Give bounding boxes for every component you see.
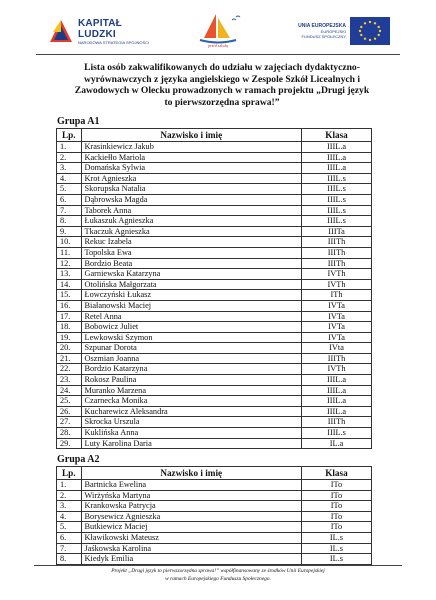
cell-lp: 15. (57, 290, 82, 301)
footer-divider (34, 565, 402, 566)
cell-klasa: IVTa (302, 300, 372, 311)
cell-klasa: IIIL.s (302, 173, 372, 184)
table-row (57, 396, 372, 407)
cell-lp: 29. (57, 438, 82, 449)
eu-logo (278, 16, 392, 46)
table-row (57, 375, 372, 386)
column-header-lp: Lp. (57, 467, 82, 480)
eu-logo-line3: FUNDUSZ SPOŁECZNY (301, 34, 346, 39)
cell-klasa: IVTh (302, 269, 372, 280)
cell-lp: 28. (57, 428, 82, 439)
cell-name: Bordzio Katarzyna (81, 364, 302, 375)
title-line: Zawodowych w Olecku prowadzonych w ramach projektu „Drugi język (74, 85, 370, 96)
cell-klasa: IIIL.a (302, 142, 372, 153)
eu-flag-icon (350, 17, 390, 45)
cell-name: Dąbrowska Magda (81, 194, 302, 205)
table-row (57, 269, 372, 280)
cell-klasa: IIITh (302, 353, 372, 364)
cell-lp: 8. (57, 554, 82, 565)
cell-lp: 1. (57, 480, 82, 491)
table-header-row (57, 129, 372, 142)
column-header-klasa: Klasa (301, 467, 371, 480)
table-row (57, 226, 372, 237)
cell-lp: 2. (57, 152, 82, 163)
cell-klasa: IIITh (302, 237, 372, 248)
cell-name: Łowczyński Łukasz (81, 290, 302, 301)
table-header-row (57, 467, 372, 480)
cell-name: Oszmian Joanna (81, 353, 302, 364)
cell-lp: 8. (57, 216, 82, 227)
cell-lp: 10. (57, 237, 82, 248)
cell-lp: 16. (57, 300, 82, 311)
table-row (57, 522, 372, 533)
cell-lp: 22. (57, 364, 82, 375)
cell-name: Jaśkowska Karolina (81, 543, 301, 554)
table-row (57, 532, 372, 543)
footer (40, 568, 396, 583)
cell-lp: 5. (57, 184, 82, 195)
cell-name: Kławikowski Mateusz (81, 532, 301, 543)
table-row (57, 205, 372, 216)
kapital-ludzki-logo (48, 18, 160, 44)
table-row (57, 554, 372, 565)
cell-lp: 18. (57, 322, 82, 333)
column-header-name: Nazwisko i imię (81, 467, 301, 480)
cell-name: Tkaczuk Agnieszka (81, 226, 302, 237)
cell-name: Kiedyk Emilia (81, 554, 301, 565)
cell-klasa: IVTa (302, 311, 372, 322)
cell-lp: 4. (57, 173, 82, 184)
cell-name: Krasinkiewicz Jakub (81, 142, 302, 153)
cell-name: Wirżyńska Martyna (81, 490, 301, 501)
table-row (57, 511, 372, 522)
cell-name: Luty Karolina Daria (81, 438, 302, 449)
group-a2-table (56, 466, 372, 565)
footer-line2: w ramach Europejskiego Funduszu Społecznego. (165, 575, 271, 582)
cell-name: Skrocka Urszula (81, 417, 302, 428)
cell-lp: 2. (57, 490, 82, 501)
column-header-name: Nazwisko i imię (81, 129, 302, 142)
cell-klasa: IIIL.a (302, 163, 372, 174)
cell-lp: 23. (57, 375, 82, 386)
table-row (57, 173, 372, 184)
table-row (57, 438, 372, 449)
cell-lp: 27. (57, 417, 82, 428)
table-row (57, 501, 372, 512)
cell-klasa: IIITh (302, 247, 372, 258)
cell-klasa: IIIL.a (302, 406, 372, 417)
cell-name: Białanowski Maciej (81, 300, 302, 311)
cell-name: Garniewska Katarzyna (81, 269, 302, 280)
cell-lp: 7. (57, 543, 82, 554)
table-row (57, 184, 372, 195)
cell-lp: 14. (57, 279, 82, 290)
cell-name: Szpunar Dorota (81, 343, 302, 354)
table-row (57, 216, 372, 227)
cell-lp: 6. (57, 194, 82, 205)
cell-lp: 7. (57, 205, 82, 216)
table-row (57, 142, 372, 153)
table-row (57, 300, 372, 311)
table-row (57, 237, 372, 248)
cell-klasa: IIIL.s (302, 205, 372, 216)
column-header-lp: Lp. (57, 129, 82, 142)
cell-name: Domańska Sylwia (81, 163, 302, 174)
cell-klasa: IIIL.s (302, 194, 372, 205)
cell-name: Bordzio Beata (81, 258, 302, 269)
cell-lp: 1. (57, 142, 82, 153)
cell-klasa: IIITh (302, 258, 372, 269)
document-title (52, 62, 392, 108)
left-logo-title: KAPITAŁ LUDZKI (78, 17, 122, 40)
cell-name: Krot Agnieszka (81, 173, 302, 184)
table-row (57, 258, 372, 269)
cell-klasa: IIIL.a (302, 375, 372, 386)
cell-lp: 25. (57, 396, 82, 407)
column-header-klasa: Klasa (302, 129, 372, 142)
cell-name: Krankowska Patrycja (81, 501, 301, 512)
cell-klasa: IIIL.s (302, 428, 372, 439)
cell-lp: 17. (57, 311, 82, 322)
cell-klasa: ITo (301, 490, 371, 501)
header-divider (36, 54, 400, 55)
cell-name: Lewkowski Szymon (81, 332, 302, 343)
cell-klasa: IVTa (302, 322, 372, 333)
cell-klasa: IVTa (302, 332, 372, 343)
table-row (57, 406, 372, 417)
cell-klasa: IIIL.a (302, 385, 372, 396)
cell-klasa: ITo (301, 511, 371, 522)
cell-name: Czarnecka Monika (81, 396, 302, 407)
cell-klasa: IVTh (302, 279, 372, 290)
cell-klasa: IIIL.s (302, 216, 372, 227)
cell-klasa: IIITa (302, 226, 372, 237)
table-row (57, 417, 372, 428)
table-row (57, 343, 372, 354)
cell-lp: 12. (57, 258, 82, 269)
cell-name: Rokosz Paulina (81, 375, 302, 386)
title-line: Lista osób zakwalifikowanych do udziału w zajęciach dydaktyczno- (84, 62, 360, 73)
cell-name: Muranko Marzena (81, 385, 302, 396)
table-row (57, 311, 372, 322)
table-row (57, 247, 372, 258)
cell-klasa: IIIL.s (302, 184, 372, 195)
left-logo-subtitle: NARODOWA STRATEGIA SPÓJNOŚCI (78, 39, 150, 45)
cell-name: Bobowicz Juliet (81, 322, 302, 333)
cell-klasa: ITo (301, 522, 371, 533)
group-a2-label: Grupa A2 (57, 454, 100, 465)
cell-lp: 24. (57, 385, 82, 396)
cell-name: Kuklińska Anna (81, 428, 302, 439)
cell-klasa: ITo (301, 501, 371, 512)
cell-lp: 5. (57, 522, 82, 533)
cell-klasa: IL.s (301, 543, 371, 554)
cell-name: Kackiełło Mariola (81, 152, 302, 163)
cell-name: Butkiewicz Maciej (81, 522, 301, 533)
table-row (57, 428, 372, 439)
cell-klasa: IIITh (302, 417, 372, 428)
cell-name: Bartnicka Ewelina (81, 480, 301, 491)
cell-name: Rekuc Izabela (81, 237, 302, 248)
table-row (57, 332, 372, 343)
table-row (57, 543, 372, 554)
cell-lp: 11. (57, 247, 82, 258)
cell-lp: 9. (57, 226, 82, 237)
cell-name: Otolińska Małgorzata (81, 279, 302, 290)
footer-line1: Projekt „Drugi język to pierwszorzędna sprawa!” współfinansowany ze środków Unii Europejskiej (111, 568, 325, 574)
cell-klasa: IVta (302, 343, 372, 354)
table-row (57, 290, 372, 301)
table-row (57, 194, 372, 205)
table-row (57, 353, 372, 364)
table-row (57, 490, 372, 501)
cell-name: Borysewicz Agnieszka (81, 511, 301, 522)
cell-lp: 3. (57, 501, 82, 512)
cell-name: Taborek Anna (81, 205, 302, 216)
group-a1-label: Grupa A1 (57, 116, 100, 127)
cell-klasa: ITo (301, 480, 371, 491)
cell-lp: 19. (57, 332, 82, 343)
cell-name: Skorupska Natalia (81, 184, 302, 195)
cell-klasa: IL.a (302, 438, 372, 449)
middle-logo-text: przed szkołą (208, 43, 228, 48)
cell-name: Retel Anna (81, 311, 302, 322)
table-row (57, 385, 372, 396)
table-row (57, 152, 372, 163)
cell-name: Topolska Ewa (81, 247, 302, 258)
cell-klasa: IL.s (301, 532, 371, 543)
cell-lp: 26. (57, 406, 82, 417)
title-line: to pierwszorzędna sprawa!” (164, 96, 280, 108)
title-line: wyrównawczych z języka angielskiego w Zespole Szkół Licealnych i (83, 73, 361, 85)
eu-logo-line2: EUROPEJSKI (320, 29, 346, 34)
eu-logo-line1: UNIA EUROPEJSKA (298, 23, 346, 29)
cell-klasa: IVTh (302, 364, 372, 375)
cell-klasa: ITh (302, 290, 372, 301)
cell-lp: 20. (57, 343, 82, 354)
cell-lp: 21. (57, 353, 82, 364)
cell-lp: 4. (57, 511, 82, 522)
cell-name: Kucharewicz Aleksandra (81, 406, 302, 417)
cell-klasa: IL.s (301, 554, 371, 565)
kapital-ludzki-emblem-icon (48, 18, 74, 44)
cell-lp: 6. (57, 532, 82, 543)
table-row (57, 322, 372, 333)
table-row (57, 480, 372, 491)
group-a1-table (56, 128, 372, 449)
cell-lp: 3. (57, 163, 82, 174)
table-row (57, 364, 372, 375)
cell-name: Łukaszuk Agnieszka (81, 216, 302, 227)
table-row (57, 163, 372, 174)
cell-klasa: IIIL.a (302, 152, 372, 163)
cell-klasa: IIIL.a (302, 396, 372, 407)
table-row (57, 279, 372, 290)
cell-lp: 13. (57, 269, 82, 280)
